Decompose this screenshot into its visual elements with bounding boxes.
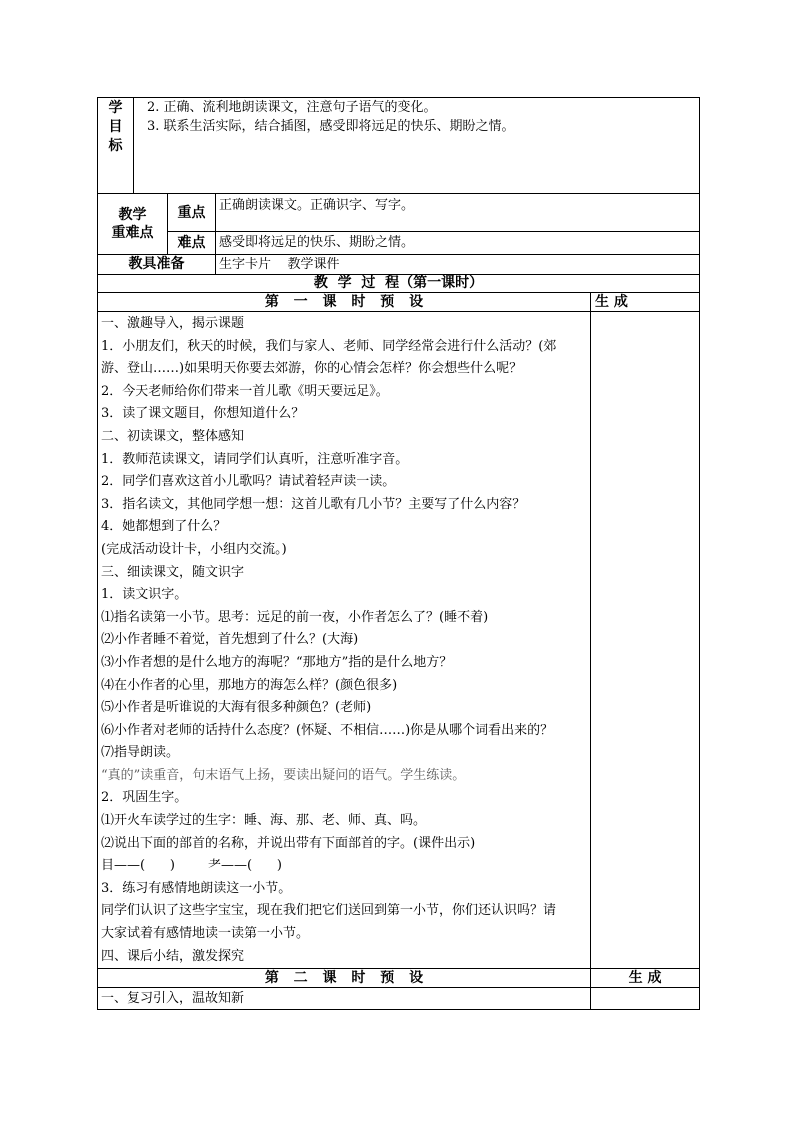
focus-label: 重点	[168, 194, 216, 232]
goal-item: 2. 正确、流利地朗读课文，注意句子语气的变化。	[147, 100, 437, 115]
content-line: “真的”读重音，句末语气上扬，要读出疑问的语气。学生练读。	[101, 767, 466, 783]
content-line: 大家试着有感情地读一读第一小节。	[101, 926, 310, 942]
content-line: 游、登山……)如果明天你要去郊游，你的心情会怎样？你会想些什么呢？	[101, 361, 523, 377]
content-line: 目——( ) 耂——( )	[101, 858, 282, 874]
goals-label-char: 目	[108, 119, 123, 135]
goal-item: 3. 联系生活实际，结合插图，感受即将远足的快乐、期盼之情。	[147, 119, 515, 134]
difficulty-text: 感受即将远足的快乐、期盼之情。	[216, 232, 700, 255]
lesson2-side-header: 生 成	[591, 969, 700, 988]
key-points-label	[98, 194, 168, 255]
goals-label-char: 学	[108, 100, 123, 116]
content-line: 1．小朋友们，秋天的时候，我们与家人、老师、同学经常会进行什么活动？(郊	[101, 338, 557, 354]
content-line: ⑵说出下面的部首的名称，并说出带有下面部首的字。(课件出示)	[101, 835, 476, 851]
content-line: 1．教师范读课文，请同学们认真听，注意听准字音。	[101, 451, 409, 467]
content-line: ⑵小作者睡不着觉，首先想到了什么？(大海)	[101, 632, 359, 648]
content-line: 1．读文识字。	[101, 587, 188, 603]
difficulty-label: 难点	[168, 232, 216, 255]
content-line: (完成活动设计卡，小组内交流。)	[101, 541, 287, 557]
lesson2-body-row	[98, 988, 700, 1010]
content-line: 4．她都想到了什么？	[101, 519, 227, 535]
key-points-label-line: 教学	[118, 207, 147, 223]
content-line: 2．今天老师给你们带来一首儿歌《明天要远足》。	[101, 383, 389, 399]
process-title: 教 学 过 程（第一课时）	[98, 275, 700, 293]
process-title-row	[98, 275, 700, 293]
content-line: 2．巩固生字。	[101, 790, 188, 806]
tools-row	[98, 255, 700, 275]
goals-label-char: 标	[108, 138, 123, 154]
section-heading: 二、初读课文，整体感知	[101, 428, 245, 444]
content-line: ⑴指名读第一小节。思考：远足的前一夜，小作者怎么了？(睡不着)	[101, 609, 489, 625]
section-heading: 三、细读课文，随文识字	[101, 564, 245, 580]
content-line: ⑹小作者对老师的话持什么态度？(怀疑、不相信……)你是从哪个词看出来的？	[101, 722, 554, 738]
lesson-plan-table	[97, 97, 700, 1010]
lesson2-first-line: 一、复习引入，温故知新	[98, 988, 591, 1010]
section-heading: 四、课后小结，激发探究	[101, 948, 245, 964]
content-line: ⑴开火车读学过的生字：睡、海、那、老、师、真、吗。	[101, 813, 427, 829]
tools-text: 生字卡片 教学课件	[216, 255, 700, 275]
content-line: ⑶小作者想的是什么地方的海呢？“那地方”指的是什么地方？	[101, 654, 453, 670]
content-line: 3．指名读文，其他同学想一想：这首儿歌有几小节？主要写了什么内容？	[101, 496, 526, 512]
goals-row	[98, 98, 700, 194]
content-line: 3．练习有感情地朗读这一小节。	[101, 880, 292, 896]
content-line: 2．同学们喜欢这首小儿歌吗？请试着轻声读一读。	[101, 474, 396, 490]
section-heading: 一、激趣导入，揭示课题	[101, 316, 245, 331]
lesson1-header: 第 一 课 时 预 设	[98, 293, 591, 312]
lesson2-generation-cell	[591, 988, 700, 1010]
lesson1-side-header: 生 成	[591, 293, 700, 312]
lesson2-header-row	[98, 969, 700, 988]
focus-text: 正确朗读课文。正确识字、写字。	[216, 194, 700, 232]
lesson1-body-row	[98, 312, 700, 969]
lesson2-header: 第 二 课 时 预 设	[98, 969, 591, 988]
lesson1-header-row	[98, 293, 700, 312]
lesson1-content	[98, 312, 591, 969]
content-line: ⑷在小作者的心里，那地方的海怎么样？(颜色很多)	[101, 677, 398, 693]
goals-content	[134, 98, 700, 194]
tools-label: 教具准备	[98, 255, 216, 275]
goals-label	[98, 98, 134, 194]
key-points-label-line: 重难点	[111, 225, 154, 241]
lesson-plan-page	[97, 97, 699, 1010]
content-line: ⑸小作者是听谁说的大海有很多种颜色？(老师)	[101, 700, 372, 716]
focus-row	[98, 194, 700, 232]
content-line: 3．读了课文题目，你想知道什么？	[101, 406, 305, 422]
content-line: 同学们认识了这些字宝宝，现在我们把它们送回到第一小节，你们还认识吗？请	[101, 903, 557, 919]
content-line: ⑺指导朗读。	[101, 745, 180, 761]
lesson1-generation-cell	[591, 312, 700, 969]
difficulty-row	[98, 232, 700, 255]
